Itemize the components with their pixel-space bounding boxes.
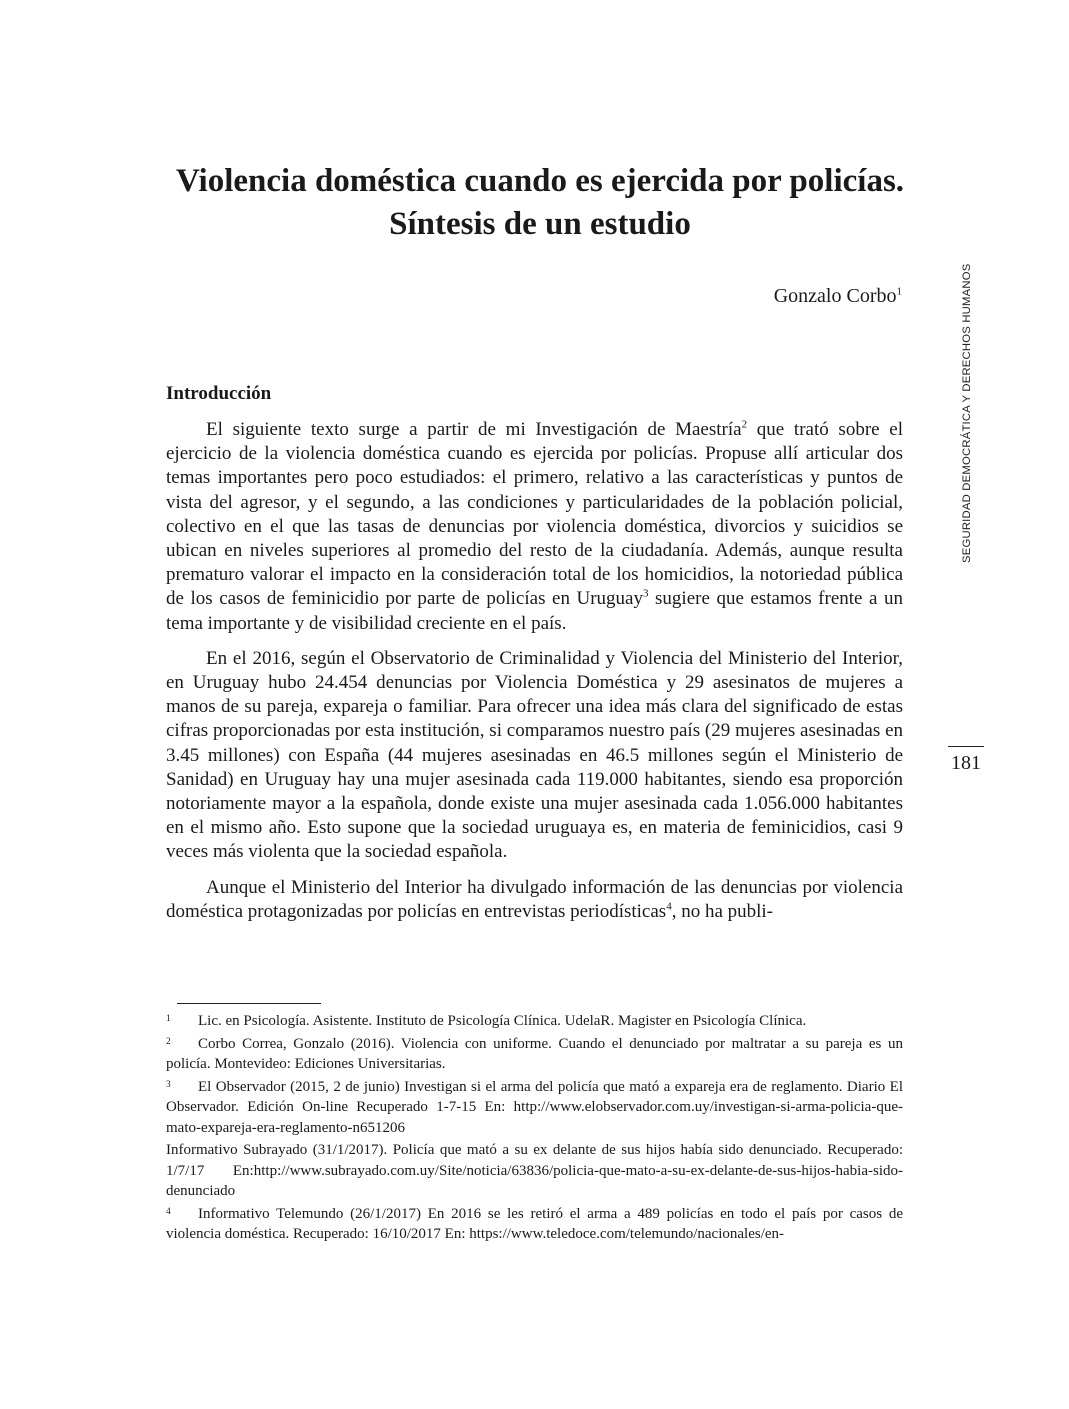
page-number: 181 xyxy=(951,752,981,774)
p1-text-c: sugiere que estamos frente a un tema importante y de visibilidad creciente en el país. xyxy=(166,588,903,634)
p1-text-a: El siguiente texto surge a partir de mi Investigación de Maestría xyxy=(206,419,742,440)
footnote-ref-4[interactable]: 4 xyxy=(666,900,672,913)
p3-text-a: Aunque el Ministerio del Interior ha divulgado información de las denuncias por violencia doméstica protagonizadas por policías en entrevistas periodísticas xyxy=(166,876,903,922)
page-number-rule xyxy=(948,746,984,747)
footnote-4-text: Informativo Telemundo (26/1/2017) En 2016 se les retiró el arma a 489 policías en todo el país por casos de violencia doméstica. Recuperado: 16/10/2017 En: https://www.teledoce.com/telemundo/nacionales/en- xyxy=(166,1205,903,1242)
footnote-3 xyxy=(166,1077,903,1139)
footnote-ref-1[interactable]: 1 xyxy=(896,285,902,298)
footnote-2-text: Corbo Correa, Gonzalo (2016). Violencia con uniforme. Cuando el denunciado por maltratar a su pareja es un policía. Montevideo: Ediciones Universitarias. xyxy=(166,1035,903,1072)
footnotes xyxy=(166,1011,903,1247)
p1-text-b: que trató sobre el ejercicio de la violencia doméstica cuando es ejercida por policías. Propuse allí articular dos temas importantes pero poco estudiados: el primero, relativo a las características y puntos de vista del agresor, y el segundo, a las condiciones y particularidades de la población policial, colectivo en el que las tasas de denuncias por violencia doméstica, divorcios y suicidios se ubican en niveles superiores al promedio del resto de la ciudadanía. Además, aunque resulta prematuro valorar el impacto en la consideración total de los homicidios, la notoriedad pública de los casos de feminicidio por parte de policías en Uruguay xyxy=(166,419,903,610)
footnote-4-number: 4 xyxy=(166,1206,171,1217)
paragraph-1 xyxy=(166,418,903,636)
footnote-4 xyxy=(166,1204,903,1245)
article-title xyxy=(120,160,960,246)
paragraph-3 xyxy=(166,876,903,924)
paragraph-2: En el 2016, según el Observatorio de Criminalidad y Violencia del Ministerio del Interior, en Uruguay hubo 24.454 denuncias por Violencia Doméstica y 29 asesinatos de mujeres a manos de su pareja, expareja o familiar. Para ofrecer una idea más clara del significado de estas cifras proporcionadas por esta institución, si comparamos nuestro país (29 mujeres asesinadas en 3.45 millones) con España (44 mujeres asesinadas en 46.5 millones según el Ministerio de Sanidad) en Uruguay hay una mujer asesinada cada 119.000 habitantes, siendo esa proporción notoriamente mayor a la española, donde existe una mujer asesinada cada 1.056.000 habitantes en el mismo año. Esto supone que la sociedad uruguaya es, en materia de feminicidios, casi 9 veces más violenta que la sociedad española. xyxy=(166,647,903,863)
footnote-1-text: Lic. en Psicología. Asistente. Instituto de Psicología Clínica. UdelaR. Magister en Psicología Clínica. xyxy=(198,1013,807,1029)
footnote-2 xyxy=(166,1034,903,1075)
footnote-ref-2[interactable]: 2 xyxy=(741,418,748,431)
author-name xyxy=(774,283,902,309)
author-text: Gonzalo Corbo xyxy=(773,285,897,307)
footnote-3-text: El Observador (2015, 2 de junio) Investigan si el arma del policía que mató a expareja era de reglamento. Diario El Observador. Edición On-line Recuperado 1-7-15 En: http://www.elobservador.com.uy/investigan-si-arma-policia-que-mato-expareja-era-reglamento-n651206 xyxy=(166,1078,903,1136)
body-text xyxy=(166,418,903,935)
footnote-3-number: 3 xyxy=(166,1079,171,1090)
footnote-3-continuation: Informativo Subrayado (31/1/2017). Policía que mató a su ex delante de sus hijos había sido denunciado. Recuperado: 1/7/17 En:http://www.subrayado.com.uy/Site/noticia/63836/policia-que-mato-a-su-ex-delante-de-sus-hijos-habia-sido-denunciado xyxy=(166,1142,903,1199)
running-head: SEGURIDAD DEMOCRÁTICA Y DERECHOS HUMANOS xyxy=(961,263,973,563)
footnote-ref-3[interactable]: 3 xyxy=(642,588,649,601)
section-heading: Introducción xyxy=(166,383,272,404)
footnote-1 xyxy=(166,1011,903,1032)
title-line-2: Síntesis de un estudio xyxy=(389,206,691,242)
footnote-2-number: 2 xyxy=(166,1036,171,1047)
footnote-1-number: 1 xyxy=(166,1014,171,1024)
footnote-divider xyxy=(177,1003,321,1004)
title-line-1: Violencia doméstica cuando es ejercida por policías. xyxy=(175,163,905,199)
p3-text-b: , no ha publi- xyxy=(671,900,774,922)
